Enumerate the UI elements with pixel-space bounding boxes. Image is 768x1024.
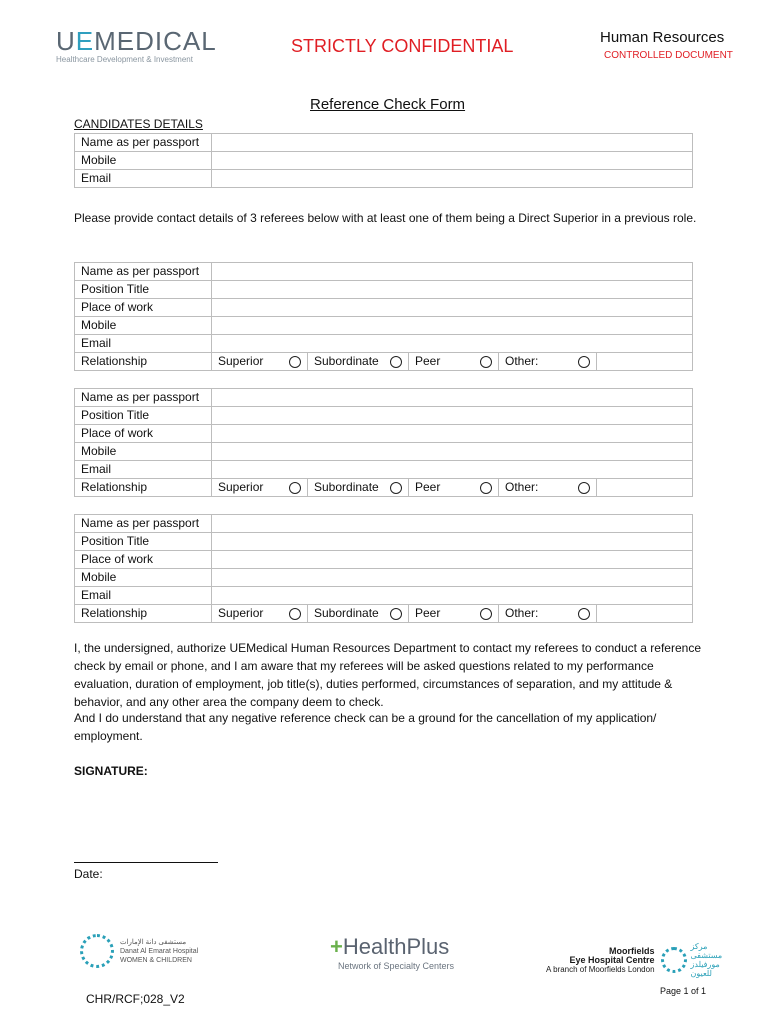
peer-radio[interactable] [480,608,492,620]
field-label: Name as per passport [75,263,212,281]
table-row [75,281,693,299]
field-label: Place of work [75,551,212,569]
date-label: Date: [74,867,103,881]
table-row [75,134,693,152]
dae-emblem-icon [80,934,114,968]
referee-name-field[interactable] [212,263,693,281]
dae-subtitle: WOMEN & CHILDREN [120,956,192,964]
moorfields-line1: Moorfields [609,945,655,956]
referee-email-field[interactable] [212,335,693,353]
option-label: Subordinate [314,480,379,494]
subordinate-radio[interactable] [390,608,402,620]
signature-label: SIGNATURE: [74,764,148,778]
other-specify-field[interactable] [597,353,692,370]
option-label: Other: [505,354,539,368]
referee-workplace-field[interactable] [212,551,693,569]
option-label: Other: [505,480,539,494]
moorfields-arabic: مركز مستشفى مورفيلدز للعيون [690,942,723,978]
option-label: Other: [505,606,539,620]
referee-name-field[interactable] [212,389,693,407]
relationship-options [212,479,693,497]
candidate-name-field[interactable] [212,134,693,152]
understanding-paragraph: And I do understand that any negative reference check can be a ground for the cancellation of my application/ employment. [74,711,657,743]
option-label: Peer [415,606,441,620]
other-radio[interactable] [578,356,590,368]
confidential-heading: STRICTLY CONFIDENTIAL [291,36,514,56]
field-label: Email [75,461,212,479]
table-row [75,407,693,425]
other-specify-field[interactable] [597,479,692,496]
option-label: Superior [218,354,264,368]
moorfields-line3: A branch of Moorfields London [546,964,655,974]
option-label: Peer [415,354,441,368]
healthplus-tagline: Network of Specialty Centers [338,961,455,971]
table-row [75,317,693,335]
table-row [75,425,693,443]
referee-workplace-field[interactable] [212,299,693,317]
referee-mobile-field[interactable] [212,317,693,335]
other-radio[interactable] [578,608,590,620]
referee-mobile-field[interactable] [212,569,693,587]
field-label: Relationship [75,479,212,497]
field-label: Name as per passport [75,389,212,407]
referee-email-field[interactable] [212,461,693,479]
uemedical-logo: UEMEDICAL Healthcare Development & Investment [56,26,217,64]
logo-tagline: Healthcare Development & Investment [56,55,193,64]
field-label: Position Title [75,533,212,551]
field-label: Email [75,335,212,353]
document-number: CHR/RCF;028_V2 [86,992,185,1006]
referee-position-field[interactable] [212,533,693,551]
referee-position-field[interactable] [212,407,693,425]
field-label: Name as per passport [75,134,212,152]
table-row [75,335,693,353]
relationship-options [212,605,693,623]
superior-radio[interactable] [289,608,301,620]
referee-table-2 [74,388,693,497]
table-row [75,353,693,371]
superior-radio[interactable] [289,356,301,368]
other-specify-field[interactable] [597,605,692,622]
field-label: Mobile [75,443,212,461]
option-label: Superior [218,480,264,494]
field-label: Relationship [75,353,212,371]
referee-position-field[interactable] [212,281,693,299]
authorization-paragraph: I, the undersigned, authorize UEMedical Human Resources Department to contact my referees to conduct a reference check by email or phone, and I am aware that my referees will be asked questions related to my performance evaluation, duration of employment, job title(s), duties performed, circumstances of separation, and my attitude & behavior, and any other area the company deem to check. [74,641,701,709]
field-label: Mobile [75,152,212,170]
candidate-email-field[interactable] [212,170,693,188]
dae-name: Danat Al Emarat Hospital [120,947,199,955]
moorfields-line2: Eye Hospital Centre [569,954,655,965]
field-label: Name as per passport [75,515,212,533]
table-row [75,605,693,623]
option-label: Superior [218,606,264,620]
field-label: Position Title [75,281,212,299]
option-label: Subordinate [314,606,379,620]
controlled-document-label: CONTROLLED DOCUMENT [604,50,733,61]
referee-table-3 [74,514,693,623]
table-row [75,443,693,461]
form-title: Reference Check Form [310,96,466,113]
superior-radio[interactable] [289,482,301,494]
table-row [75,170,693,188]
field-label: Position Title [75,407,212,425]
peer-radio[interactable] [480,482,492,494]
candidate-details-table [74,133,693,188]
department-title: Human Resources [600,29,725,46]
referee-email-field[interactable] [212,587,693,605]
option-label: Subordinate [314,354,379,368]
field-label: Relationship [75,605,212,623]
subordinate-radio[interactable] [390,356,402,368]
table-row [75,461,693,479]
field-label: Place of work [75,299,212,317]
field-label: Email [75,170,212,188]
table-row [75,515,693,533]
referee-name-field[interactable] [212,515,693,533]
relationship-options [212,353,693,371]
referee-instructions: Please provide contact details of 3 referees below with at least one of them being a Direct Superior in a previous role. [74,211,697,225]
dae-arabic-name: مستشفى دانة الإمارات [120,938,187,946]
candidate-mobile-field[interactable] [212,152,693,170]
table-row [75,533,693,551]
field-label: Email [75,587,212,605]
table-row [75,569,693,587]
referee-table-1 [74,262,693,371]
moorfields-logo [546,942,741,978]
peer-radio[interactable] [480,356,492,368]
table-row [75,587,693,605]
referee-mobile-field[interactable] [212,443,693,461]
option-label: Peer [415,480,441,494]
table-row [75,152,693,170]
referee-workplace-field[interactable] [212,425,693,443]
table-row [75,551,693,569]
table-row [75,389,693,407]
table-row [75,263,693,281]
page-number: Page 1 of 1 [660,986,707,996]
field-label: Place of work [75,425,212,443]
field-label: Mobile [75,569,212,587]
candidates-section-title: CANDIDATES DETAILS [74,117,203,131]
healthplus-logo: +HealthPlus Network of Specialty Centers [330,934,455,971]
signature-line[interactable] [74,862,218,863]
moorfields-emblem-icon [661,947,687,973]
table-row [75,479,693,497]
danat-al-emarat-logo [80,934,198,968]
other-radio[interactable] [578,482,590,494]
table-row [75,299,693,317]
subordinate-radio[interactable] [390,482,402,494]
field-label: Mobile [75,317,212,335]
